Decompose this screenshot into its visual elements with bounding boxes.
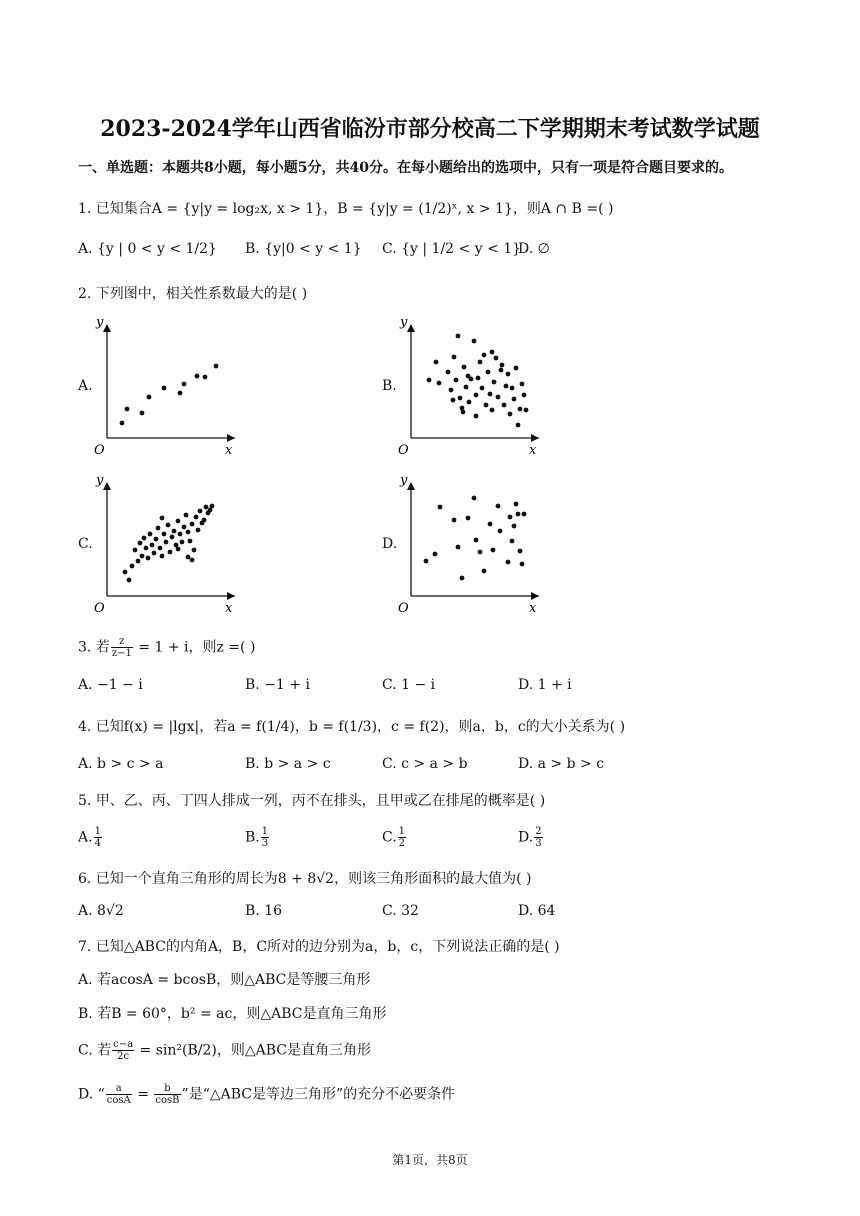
plot-b-dot: [502, 403, 507, 408]
plot-b-dot: [524, 408, 529, 413]
q7-option-d: [78, 1083, 455, 1106]
plot-d-y-arrow: [407, 482, 415, 490]
plot-b-dot: [512, 397, 517, 402]
plot-d-dot: [496, 504, 501, 509]
q7-c-frac: [112, 1039, 134, 1062]
plot-b-dot: [474, 393, 479, 398]
plot-b-dot: [427, 378, 432, 383]
plot-c-y-label: y: [96, 473, 104, 488]
q3-stem-pre: 3. 若: [78, 639, 110, 656]
plot-c-dot: [130, 564, 135, 569]
q4-stem: 4. 已知f(x) = |lgx|，若a = f(1/4)，b = f(1/3)，c = f(2)，则a，b，c的大小关系为( ): [78, 719, 626, 735]
q1-option-a-label: A.: [78, 241, 93, 257]
q7-d-den2: cosB: [155, 1095, 180, 1106]
plot-b-dot: [460, 406, 465, 411]
q7-c-den: 2c: [117, 1051, 130, 1062]
q3-frac-denominator: z−1: [111, 648, 132, 659]
q2-label-a: A.: [78, 378, 93, 394]
plot-c-dot: [190, 558, 195, 563]
plot-b-dot: [490, 350, 495, 355]
plot-a-x-label: x: [225, 443, 233, 458]
plot-c-dot: [148, 532, 153, 537]
q5-option-a-frac: [94, 826, 102, 849]
plot-a-x-arrow: [227, 434, 235, 442]
plot-a-dot: [178, 391, 183, 396]
plot-c-dot: [196, 528, 201, 533]
plot-a-y-arrow: [103, 324, 111, 332]
plot-a-origin-label: O: [94, 443, 105, 458]
plot-d-dot: [433, 552, 438, 557]
q7-d-pre: D. “: [78, 1086, 105, 1103]
plot-b-dot: [449, 388, 454, 393]
q7-d-mid: =: [132, 1086, 154, 1103]
plot-a-dot: [125, 407, 130, 412]
q4-option-a: A. b > c > a: [78, 756, 164, 772]
plot-b-dot: [472, 339, 477, 344]
plot-d-x-arrow: [531, 592, 539, 600]
q6-option-a: A. 8√2: [78, 903, 124, 919]
q5-stem: 5. 甲、乙、丙、丁四人排成一列，丙不在排头，且甲或乙在排尾的概率是( ): [78, 793, 546, 809]
plot-b-dot: [520, 382, 525, 387]
q7-d-den1: cosA: [106, 1095, 131, 1106]
plot-b-dot: [490, 408, 495, 413]
plot-b-dot: [480, 386, 485, 391]
plot-c-x-label: x: [225, 601, 233, 616]
plot-d-dot: [452, 518, 457, 523]
q5-option-c-label: C.: [382, 829, 397, 846]
plot-c-dot: [198, 509, 203, 514]
q5-option-a: [78, 826, 103, 849]
plot-b-dot: [467, 400, 472, 405]
page-footer: 第1页，共8页: [392, 1153, 468, 1167]
q3-option-d: D. 1 + i: [518, 677, 572, 693]
plot-c-dot: [176, 547, 181, 552]
plot-c-dot: [184, 513, 189, 518]
plot-c-origin-label: O: [94, 601, 105, 616]
plot-c-dot: [170, 535, 175, 540]
plot-c-dot: [144, 546, 149, 551]
plot-d-dot: [460, 576, 465, 581]
q6-stem: 6. 已知一个直角三角形的周长为8 + 8√2，则该三角形面积的最大值为( ): [78, 871, 532, 887]
q5-option-d-label: D.: [518, 829, 534, 846]
plot-d-dot: [472, 496, 477, 501]
q1-option-a: [78, 241, 217, 257]
plot-b-dot: [462, 365, 467, 370]
q5-d-num: 2: [535, 826, 542, 837]
plot-c-x-arrow: [227, 592, 235, 600]
q5-option-b-label: B.: [245, 829, 260, 846]
plot-c-dot: [152, 551, 157, 556]
q5-d-den: 3: [535, 838, 542, 849]
plot-c-dot: [172, 529, 177, 534]
plot-d-dot: [478, 550, 483, 555]
plot-d-dot: [520, 562, 525, 567]
plot-b-dot: [488, 392, 493, 397]
plot-d-dot: [456, 545, 461, 550]
plot-c-dot: [146, 556, 151, 561]
plot-b-dot: [434, 360, 439, 365]
plot-c-dot: [140, 554, 145, 559]
plot-c-y-arrow: [103, 482, 111, 490]
q2-label-b: B.: [382, 378, 397, 394]
plot-a-dot: [140, 411, 145, 416]
q3-option-b: B. −1 + i: [245, 677, 310, 693]
plot-b-dot: [469, 377, 474, 382]
plot-b-dot: [500, 363, 505, 368]
plot-b-dot: [482, 353, 487, 358]
plot-b-dot: [478, 360, 483, 365]
q3-option-a: A. −1 − i: [78, 677, 143, 693]
plot-b-dot: [522, 393, 527, 398]
q5-a-den: 4: [94, 838, 101, 849]
q1-stem: 1. 已知集合A = {y|y = log₂x, x > 1}，B = {y|y = (1/2)ˣ, x > 1}，则A ∩ B =( ): [78, 201, 614, 217]
q7-option-a: A. 若acosA = bcosB，则△ABC是等腰三角形: [78, 972, 371, 988]
plot-b-dot: [518, 407, 523, 412]
plot-c-dot: [186, 555, 191, 560]
plot-c-dot: [182, 525, 187, 530]
q1-option-b: B. {y|0 < y < 1}: [245, 241, 362, 257]
plot-d-dot: [466, 516, 471, 521]
plot-b-dot: [458, 396, 463, 401]
q5-option-d: [518, 826, 544, 849]
q7-c-post: = sin²(B/2)，则△ABC是直角三角形: [135, 1042, 371, 1059]
plot-a-dot: [195, 374, 200, 379]
q6-option-b: B. 16: [245, 903, 283, 919]
q3-stem: [78, 636, 255, 659]
plot-c-dot: [164, 540, 169, 545]
plot-a-dot: [147, 395, 152, 400]
plot-b-dot: [464, 385, 469, 390]
plot-c-dot: [190, 522, 195, 527]
plot-c-dot: [176, 519, 181, 524]
plot-d-dot: [514, 502, 519, 507]
plot-d-dot: [508, 515, 513, 520]
q5-option-a-label: A.: [78, 829, 93, 846]
plot-c-dot: [156, 526, 161, 531]
q5-a-num: 1: [94, 826, 101, 837]
q3-fraction: [111, 636, 133, 659]
q1-option-a-text: {y | 0 < y < 1/2}: [97, 241, 217, 257]
q4-option-b: B. b > a > c: [245, 756, 331, 772]
plot-c-dot: [142, 536, 147, 541]
plot-d-x-label: x: [529, 601, 537, 616]
plot-b-dot: [437, 381, 442, 386]
plot-b-dot: [496, 395, 501, 400]
plot-b-dot: [474, 414, 479, 419]
plot-d-dot: [491, 548, 496, 553]
plot-b-dot: [494, 356, 499, 361]
q2-label-c: C.: [78, 536, 93, 552]
plot-b-dot: [499, 368, 504, 373]
q5-option-c: [382, 826, 407, 849]
q7-d-num2: b: [154, 1083, 180, 1095]
q2-label-d: D.: [382, 536, 398, 552]
plot-b-y-arrow: [407, 324, 415, 332]
q7-c-pre: C. 若: [78, 1042, 112, 1059]
plot-b-dot: [506, 372, 511, 377]
q3-frac-numerator: z: [111, 636, 133, 648]
plot-b-dot: [484, 403, 489, 408]
plot-c-dot: [210, 504, 215, 509]
plot-b-dot: [486, 370, 491, 375]
q7-c-num: c−a: [113, 1039, 134, 1050]
q3-stem-post: = 1 + i，则z =( ): [133, 639, 256, 656]
plot-b-dot: [452, 355, 457, 360]
q5-option-b-frac: [261, 826, 269, 849]
plot-c-dot: [160, 554, 165, 559]
plot-c-dot: [160, 516, 165, 521]
plot-d-dot: [522, 512, 527, 517]
plot-c-dot: [180, 540, 185, 545]
q5-option-b: [245, 826, 270, 849]
q5-b-den: 3: [261, 838, 269, 849]
plot-a-dot: [120, 421, 125, 426]
plot-b-dot: [446, 370, 451, 375]
plot-b-origin-label: O: [398, 443, 409, 458]
plot-d-dot: [438, 505, 443, 510]
plot-a-dot: [214, 364, 219, 369]
q3-option-c: C. 1 − i: [382, 677, 436, 693]
plot-d-dot: [482, 569, 487, 574]
plot-c-dot: [168, 550, 173, 555]
plot-b-dot: [504, 384, 509, 389]
q7-option-c: [78, 1039, 371, 1062]
plot-d-dot: [424, 559, 429, 564]
q4-option-c: C. c > a > b: [382, 756, 468, 772]
plot-a-dot: [162, 386, 167, 391]
q7-d-frac1: [106, 1083, 132, 1106]
plot-b-x-arrow: [531, 434, 539, 442]
plot-b-x-label: x: [529, 443, 537, 458]
plot-b-dot: [516, 423, 521, 428]
q5-c-den: 2: [398, 838, 406, 849]
plot-c-dot: [162, 532, 167, 537]
q1-option-c-text: {y | 1/2 < y < 1}: [401, 241, 522, 257]
plot-b-dot: [454, 378, 459, 383]
q5-b-num: 1: [261, 826, 269, 837]
scatter-plot-c: [92, 468, 252, 616]
plot-d-dot: [516, 512, 521, 517]
plot-d-origin-label: O: [398, 601, 409, 616]
plot-c-dot: [202, 518, 207, 523]
plot-b-y-label: y: [400, 315, 408, 330]
q6-option-c: C. 32: [382, 903, 419, 919]
q1-option-c-label: C.: [382, 241, 397, 257]
page-title: 2023-2024学年山西省临汾市部分校高二下学期期末考试数学试题: [100, 116, 760, 142]
q6-option-d: D. 64: [518, 903, 556, 919]
q1-option-c: [382, 241, 521, 257]
plot-a-dot: [203, 375, 208, 380]
plot-b-dot: [514, 366, 519, 371]
q7-d-post: ”是“△ABC是等边三角形”的充分不必要条件: [181, 1086, 456, 1103]
plot-c-dot: [204, 505, 209, 510]
plot-b-dot: [508, 412, 513, 417]
plot-c-dot: [123, 570, 128, 575]
plot-d-dot: [498, 529, 503, 534]
q5-c-num: 1: [398, 826, 406, 837]
plot-d-dot: [474, 538, 479, 543]
section-heading: 一、单选题：本题共8小题，每小题5分，共40分。在每小题给出的选项中，只有一项是符合题目要求的。: [78, 160, 733, 176]
plot-b-dot: [510, 386, 515, 391]
plot-c-dot: [166, 523, 171, 528]
plot-d-dot: [518, 549, 523, 554]
plot-a-y-label: y: [96, 315, 104, 330]
plot-c-dot: [186, 530, 191, 535]
plot-c-dot: [192, 548, 197, 553]
plot-c-dot: [127, 578, 132, 583]
q4-option-d: D. a > b > c: [518, 756, 605, 772]
plot-c-dot: [133, 548, 138, 553]
plot-c-dot: [158, 546, 163, 551]
plot-d-y-label: y: [400, 473, 408, 488]
plot-b-dot: [476, 376, 481, 381]
q5-option-c-frac: [398, 826, 406, 849]
q2-stem: 2. 下列图中，相关性系数最大的是( ): [78, 286, 308, 302]
q5-option-d-frac: [534, 826, 542, 849]
plot-c-dot: [194, 515, 199, 520]
plot-c-dot: [150, 543, 155, 548]
plot-b-dot: [492, 380, 497, 385]
plot-c-dot: [138, 541, 143, 546]
q7-d-num1: a: [106, 1083, 132, 1095]
plot-c-dot: [154, 537, 159, 542]
q7-d-frac2: [154, 1083, 180, 1106]
q7-option-b: B. 若B = 60°，b² = ac，则△ABC是直角三角形: [78, 1006, 387, 1022]
plot-a-dot: [182, 382, 187, 387]
plot-d-dot: [510, 539, 515, 544]
plot-b-dot: [461, 410, 466, 415]
plot-b-dot: [456, 334, 461, 339]
plot-c-dot: [136, 559, 141, 564]
plot-d-dot: [512, 524, 517, 529]
q7-stem: 7. 已知△ABC的内角A，B，C所对的边分别为a，b，c，下列说法正确的是( ): [78, 939, 560, 955]
plot-c-dot: [178, 532, 183, 537]
plot-d-dot: [506, 560, 511, 565]
scatter-plot-b: [396, 310, 556, 458]
plot-b-dot: [451, 398, 456, 403]
q1-option-d: D. ∅: [518, 241, 550, 257]
plot-c-dot: [188, 539, 193, 544]
scatter-plot-a: [92, 310, 252, 458]
scatter-plot-d: [396, 468, 556, 616]
plot-d-dot: [488, 522, 493, 527]
